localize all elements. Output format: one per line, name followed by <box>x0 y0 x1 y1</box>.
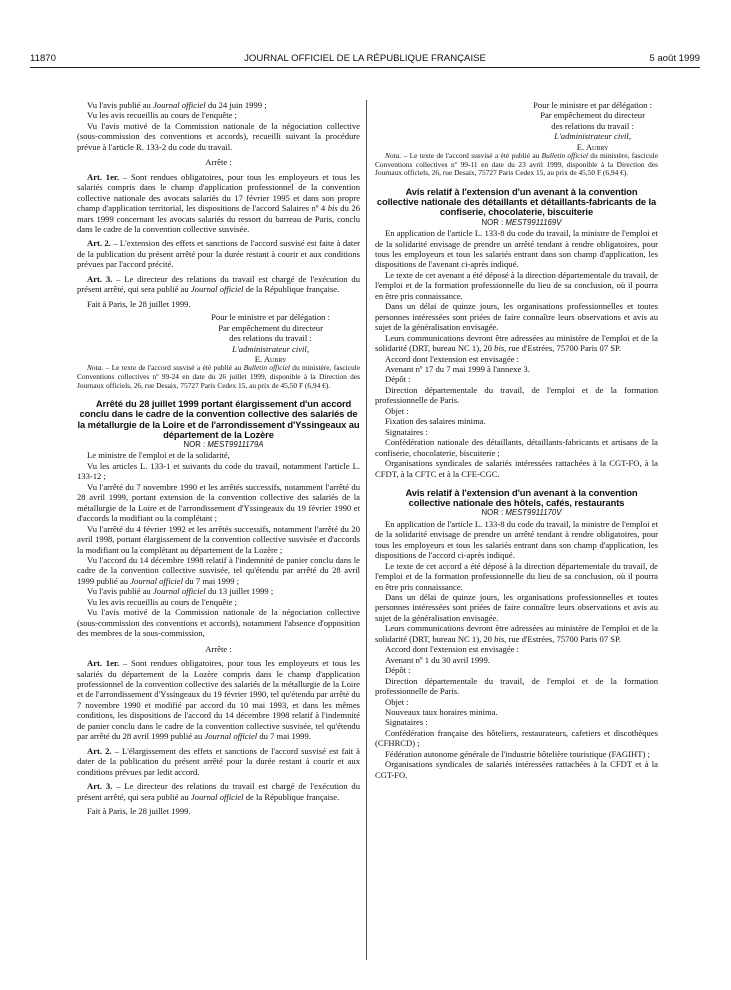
signature-block <box>375 100 658 152</box>
section-label: Dépôt : <box>385 665 411 676</box>
section-label: Signataires : <box>385 426 428 437</box>
section-value: Nouveaux taux horaires minima. <box>385 707 498 717</box>
body-paragraph: Le texte de cet accord a été déposé à la direction départementale du travail, de l'emploi et de la formation professionnelle du lieu de sa conclusion, où il pourra en être pris connaissance. <box>375 560 658 592</box>
signatory-name: E. Aubry <box>254 353 287 364</box>
section-label: Objet : <box>385 405 409 416</box>
section-label: Objet : <box>385 696 409 707</box>
arrete-title: Arrêté du 28 juillet 1999 portant élargissement d'un accord conclu dans le cadre de la convention collective des salariés de la métallurgie de la Loire et de l'arrondissement d'Yssingeaux au département de la Lozère <box>77 398 360 440</box>
avis-title: Avis relatif à l'extension d'un avenant à la convention collective nationale des détaillants et détaillants-fabricants de la confiserie, chocolaterie, biscuiterie <box>376 186 657 218</box>
body-paragraph: Dans un délai de quinze jours, les organisations professionnelles et toutes personnes intéressées sont priées de faire connaître leurs observations et avis au sujet de la généralisation envisagée. <box>375 592 658 623</box>
page-number: 11870 <box>30 53 56 64</box>
body-paragraph: En application de l'article L. 133-8 du code du travail, la ministre de l'emploi et de la solidarité envisage de prendre un arrêté tendant à rendre obligatoires, pour tous les employeurs et tous les salariés entrant dans son champ d'application, les dispositions de l'accord ci-après indiqué. <box>375 518 658 561</box>
section-value: Organisations syndicales de salariés intéressées rattachées à la CGT-FO, à la CFDT, à la CFTC et à la CFE-CGC. <box>375 458 658 479</box>
article-2: Art. 2. – L'élargissement des effets et sanctions de l'accord susvisé est fait à dater de la publication du présent arrêté pour la durée restant à courir et aux conditions prévues par ledit accord. <box>77 745 360 777</box>
body-paragraph: Le texte de cet avenant a été déposé à la direction départementale du travail, de l'emploi et de la formation professionnelle du lieu de sa conclusion, où il pourra en être pris connaissance. <box>375 269 658 301</box>
signature-place-date: Fait à Paris, le 28 juillet 1999. <box>87 298 191 309</box>
section-value: Direction départementale du travail, de l'emploi et de la formation professionnelle de Paris. <box>375 675 658 697</box>
visa-paragraph: Vu l'avis publié au Journal officiel du 24 juin 1999 ; <box>87 100 267 110</box>
nor-reference: NOR : MEST9911169V <box>481 217 562 227</box>
nota-paragraph: Nota. – Le texte de l'accord susvisé a été publié au Bulletin officiel du ministère, fascicule Conventions collectives nº 99-24 en date du 26 juillet 1999, disponible à la Direction des Journaux officiels, 26, rue Desaix, 75727 Paris Cedex 15, au prix de 45,50 F (6,94 €). <box>77 363 360 390</box>
body-paragraph: Vu l'arrêté du 7 novembre 1990 et les arrêtés successifs, notamment l'arrêté du 28 avril 1999, portant extension de la convention collective des salariés de la métallurgie de la Loire et de l'arrondissement d'Yssingeaux du 19 février 1990 et d'accords la modifiant ou la complétant ; <box>77 481 360 524</box>
article-1: Art. 1er. – Sont rendues obligatoires, pour tous les employeurs et tous les salariés compris dans le champ d'application professionnel de la convention collective nationale des avocats salariés du 17 février 1995 et dans son propre champ d'application territorial, les dispositions de l'accord Salaires nº 4 bis du 26 mars 1999 concernant les avocats salariés du ressort du barreau de Paris, conclu dans le cadre de la convention collective susvisée. <box>77 171 361 234</box>
sig-line: Pour le ministre et par délégation : <box>211 312 330 323</box>
body-paragraph: En application de l'article L. 133-8 du code du travail, la ministre de l'emploi et de la solidarité envisage de prendre un arrêté tendant à rendre obligatoires, pour tous les employeurs et tous les salariés entrant dans son champ d'application, les dispositions de l'avenant ci-après indiqué. <box>375 228 658 270</box>
left-column <box>77 100 360 816</box>
nor-reference: NOR : MEST9911179A <box>183 440 264 450</box>
column-divider <box>366 100 367 960</box>
sig-line: des relations du travail : <box>229 333 312 344</box>
sig-line: Par empêchement du directeur <box>218 322 323 333</box>
article-3: Art. 3. – Le directeur des relations du travail est chargé de l'exécution du présent arrêté, qui sera publié au Journal officiel de la République française. <box>77 781 361 802</box>
section-value: Avenant nº 1 du 30 avril 1999. <box>385 654 490 665</box>
body-paragraph: Vu l'avis publié au Journal officiel du 13 juillet 1999 ; <box>87 586 274 597</box>
signatory-name: E. Aubry <box>576 141 609 152</box>
section-label: Accord dont l'extension est envisagée : <box>385 353 519 364</box>
section-value: Confédération nationale des détaillants, détaillants-fabricants et artisans de la confiserie, chocolaterie, biscuiterie ; <box>375 437 658 458</box>
sig-line: L'administrateur civil, <box>554 131 631 142</box>
body-paragraph: Dans un délai de quinze jours, les organisations professionnelles et toutes personnes intéressées sont priées de faire connaître leurs observations et avis au sujet de la généralisation envisagée. <box>375 301 658 333</box>
body-paragraph: Leurs communications devront être adressées au ministère de l'emploi et de la solidarité (DRT, bureau NC 1), 20 bis, rue d'Estrées, 75700 Paris 07 SP. <box>375 332 658 354</box>
section-value: Fédération autonome générale de l'industrie hôtelière touristique (FAGIHT) ; <box>385 748 650 759</box>
body-paragraph: Vu les articles L. 133-1 et suivants du code du travail, notamment l'article L. 133-12 ; <box>77 460 360 482</box>
issue-date: 5 août 1999 <box>649 53 700 64</box>
section-value: Organisations syndicales de salariés intéressées rattachées à la CFDT et à la CGT-FO. <box>375 759 658 780</box>
nota-paragraph: Nota. – Le texte de l'accord susvisé a été publié au Bulletin officiel du ministère, fascicule Conventions collectives nº 99-11 en date du 23 avril 1999, disponible à la Direction des Journaux officiels, 26, rue Desaix, 75727 Paris Cedex 15, au prix de 45,50 F (6,94 €). <box>375 151 658 178</box>
section-label: Dépôt : <box>385 374 411 385</box>
nor-reference: NOR : MEST9911170V <box>481 508 562 518</box>
article-2: Art. 2. – L'extension des effets et sanctions de l'accord susvisé est faite à dater de la publication du présent arrêté pour la durée restant à courir et aux conditions prévues par l'accord précité. <box>77 238 360 270</box>
body-paragraph: Vu l'accord du 14 décembre 1998 relatif à l'indemnité de panier conclu dans le cadre de la convention collective susvisée, tel qu'étendu par arrêté du 28 avril 1999 publié au Journal officiel du 7 mai 1999 ; <box>77 555 360 586</box>
article-3: Art. 3. – Le directeur des relations du travail est chargé de l'exécution du présent arrêté, qui sera publié au Journal officiel de la République française. <box>77 273 361 295</box>
section-label: Signataires : <box>385 717 428 728</box>
visa-paragraph: Vu les avis recueillis au cours de l'enquête ; <box>87 110 237 121</box>
sig-line: L'administrateur civil, <box>232 343 309 354</box>
arrete-heading: Arrête : <box>205 157 232 168</box>
body-paragraph: Vu les avis recueillis au cours de l'enquête ; <box>87 596 237 607</box>
avis-title: Avis relatif à l'extension d'un avenant à la convention collective nationale des hôtels, cafés, restaurants <box>405 486 638 509</box>
article-1: Art. 1er. – Sont rendues obligatoires, pour tous les employeurs et tous les salariés du département de la Lozère compris dans le champ d'application professionnel de la convention collective des salariés de la métallurgie de la Loire et de l'arrondissement d'Yssingeaux du 19 février 1990, tel qu'étendu par arrêté du 7 novembre 1990 et modifié par accord du 10 mai 1993, et dans les mêmes conditions, les dispositions de l'accord du 14 décembre 1998 relatif à l'indemnité de panier conclu dans le cadre de la convention collective susvisée, tel qu'étendu par arrêté du 28 avril 1999 publié au Journal officiel du 7 mai 1999. <box>77 658 361 742</box>
signature-place-date: Fait à Paris, le 28 juillet 1999. <box>87 805 191 816</box>
body-paragraph: Vu l'arrêté du 4 février 1992 et les arrêtés successifs, notamment l'arrêté du 20 avril 1998, portant élargissement de la convention collective susvisée et d'accords la modifiant ou la complétant au département de la Lozère ; <box>77 523 360 555</box>
section-value: Direction départementale du travail, de l'emploi et de la formation professionnelle de Paris. <box>375 384 658 406</box>
section-label: Accord dont l'extension est envisagée : <box>385 644 519 655</box>
body-paragraph: Leurs communications devront être adressées au ministère de l'emploi et de la solidarité (DRT, bureau NC 1), 20 bis, rue d'Estrées, 75700 Paris 07 SP. <box>375 623 658 644</box>
sig-line: Pour le ministre et par délégation : <box>533 100 652 110</box>
right-column <box>375 100 658 780</box>
section-value: Confédération française des hôteliers, restaurateurs, cafetiers et discothèques (CFHRCD) ; <box>375 727 658 749</box>
arrete-heading: Arrête : <box>205 643 232 654</box>
journal-title: JOURNAL OFFICIEL DE LA RÉPUBLIQUE FRANÇAISE <box>244 53 486 64</box>
section-value: Avenant nº 17 du 7 mai 1999 à l'annexe 3. <box>385 364 530 374</box>
header-rule <box>30 67 700 68</box>
sig-line: des relations du travail : <box>551 120 634 131</box>
visa-paragraph: Vu l'avis motivé de la Commission nationale de la négociation collective (sous-commission des conventions et accords), recueilli suivant la procédure prévue à l'article R. 133-2 du code du travail. <box>77 120 360 152</box>
body-paragraph: Vu l'avis motivé de la Commission nationale de la négociation collective (sous-commission des conventions et accords), notamment l'absence d'opposition des membres de la sous-commission, <box>77 607 360 639</box>
sig-line: Par empêchement du directeur <box>540 110 645 121</box>
body-paragraph: Le ministre de l'emploi et de la solidarité, <box>87 450 230 461</box>
signature-block <box>77 312 360 364</box>
section-value: Fixation des salaires minima. <box>385 416 486 427</box>
